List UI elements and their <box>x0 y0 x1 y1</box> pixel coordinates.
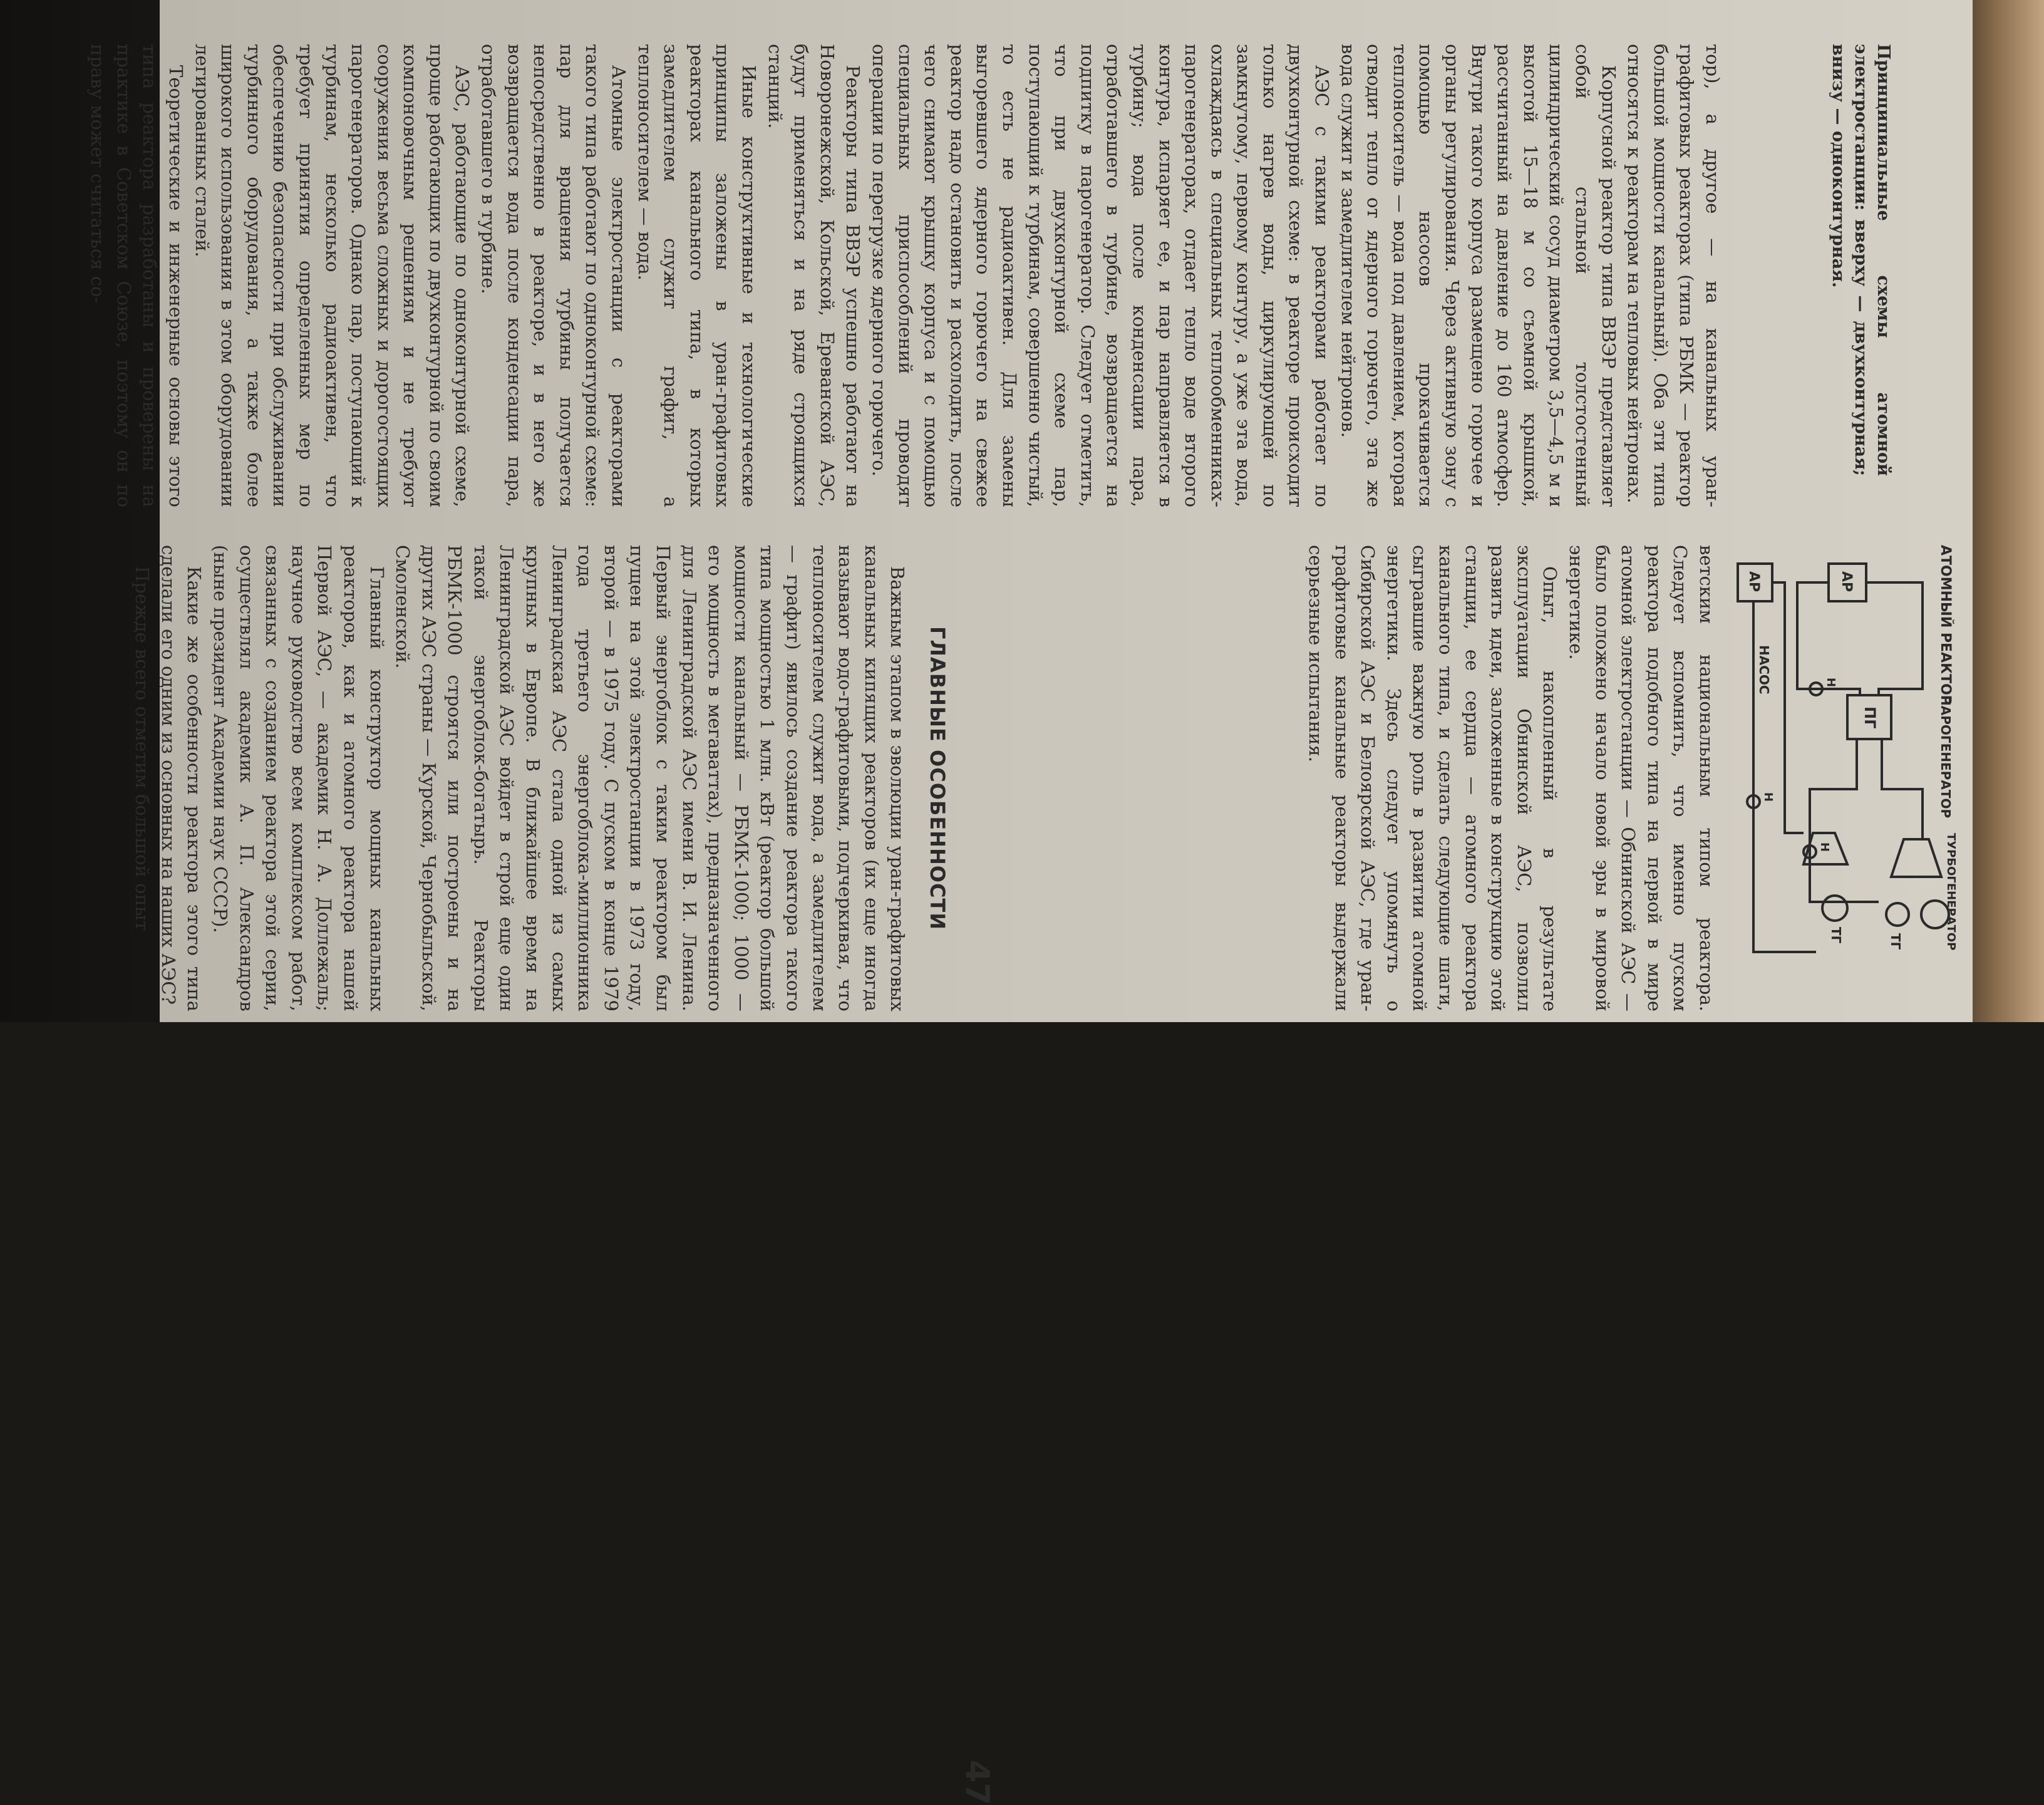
paragraph: Важным этапом в эволюции уран-графитовых канальных кипящих реакторов (их еще иногда называют водо-графитовыми, подчеркивая, что теплоносителем служит вода, а замедлителем — графит) явилось создание реактора такого типа мощностью 1 млн. кВт (реактор большой мощности канальный — РБМК-1000; 1000 — его мощность в мегаваттах), предназначенного для Ленинградской АЭС имени В. И. Ленина. Первый энергоблок с таким реактором был пущен на этой электростанции в 1973 году, второй — в 1975 году. С пуском в конце 1979 года третьего энергоблока-миллионника Ленинградская АЭС стала одной из самых крупных в Европе. В ближайшее время на Ленинградской АЭС войдет в строй еще один такой энергоблок-богатырь. Реакторы РБМК-1000 строятся или построены и на других АЭС страны — Курской, Чернобыльской, Смоленской. <box>392 545 909 1011</box>
paragraph: Атомные электростанции с реакторами такого типа работают по одноконтурной схеме: пар для вращения турбины получается непосредственно в реакторе, и в него же возвращается вода после конденсации пара, отработавшего в турбине. <box>478 44 630 507</box>
label-tg-lower: ТГ <box>1829 927 1844 944</box>
paragraph: АЭС с такими реакторами работает по двухконтурной схеме: в реакторе происходит только нагрев воды, циркулирующей по замкнутому, первому контуру, а уже эта вода, охлаждаясь в специальных теплообменниках-парогенераторах, отдает тепло воде второго контура, испаряет ее, и пар направляется в турбину; вода после конденсации пара, отработавшего в турбине, возвращается на подпитку в парогенератор. Следует отметить, что при двухконтурной схеме пар, поступающий к турбинам, совершенно чистый, то есть не радиоактивен. Для замены выгоревшего ядерного горючего на свежее реактор надо остановить и расхолодить, после чего снимают крышку корпуса и с помощью специальных приспособлений проводят операции по перегрузке ядерного горючего. <box>869 44 1333 507</box>
paragraph: Главный конструктор мощных канальных реакторов, как и атомного реактора нашей Первой АЭС, — академик Н. А. Доллежаль; научное руководство всем комплексом работ, связанных с созданием реактора этой серии, осуществлял академик А. П. Александров (ныне президент Академии наук СССР). <box>209 545 388 1011</box>
paragraph: Прежде всего отметим большой опыт <box>132 566 153 931</box>
label-ar-upper: АР <box>1839 571 1854 592</box>
figure-caption: Принципиальные схемы атомной электростанции: вверху — двухконтурная; внизу — одноконтурная. <box>1829 44 1893 476</box>
label-turbogenerator: ТУРБОГЕНЕРАТОР <box>1944 833 1958 951</box>
section-heading: ГЛАВНЫЕ ОСОБЕННОСТИ <box>926 626 949 931</box>
label-pg: ПГ <box>1861 706 1879 729</box>
page-number: 47 <box>958 1760 996 1805</box>
label-n-2: Н <box>1818 842 1831 852</box>
text-column-1 <box>85 44 1725 507</box>
text-column-3 <box>129 545 968 1011</box>
paragraph: Какие же особенности реактора этого типа сделали его одним из основных на наших АЭС? <box>157 545 205 1011</box>
text-column-2 <box>1303 545 1720 1011</box>
label-reactor: АТОМНЫЙ РЕАКТОР <box>1938 545 1953 705</box>
paragraph: тор), а другое — на канальных уран-графитовых реакторах (типа РБМК — реактор большой мощности канальный). Оба эти типа относятся к реакторам на тепловых нейтронах. <box>1624 44 1723 507</box>
schematic-diagrams <box>1728 539 1960 1015</box>
label-n-1: Н <box>1824 678 1837 688</box>
paragraph: Иные конструктивные и технологические принципы заложены в уран-графитовых реакторах канального типа, в которых замедлителем служит графит, а теплоносителем — вода. <box>634 44 760 507</box>
background-table-edge <box>1966 0 2044 1022</box>
paragraph: ветским национальным типом реактора. Следует вспомнить, что именно пуском реактора подобного типа на первой в мире атомной электростанции — Обнинской АЭС — было положено начало новой эры в мировой энергетике. <box>1566 545 1717 1011</box>
paragraph: АЭС, работающие по одноконтурной схеме, проще работающих по двухконтурной по своим компоновочным решениям и не требуют сооружения весьма сложных и дорогостоящих парогенераторов. Однако пар, поступающий к турбинам, несколько радиоактивен, что требует принятия определенных мер по обеспечению безопасности при обслуживании турбинного оборудования, а также более широкого использования в этом оборудовании легированных сталей. <box>191 44 473 507</box>
paragraph: Опыт, накопленный в результате эксплуатации Обнинской АЭС, позволил развить идеи, заложенные в конструкцию этой станции, ее сердца — атомного реактора канального типа, и сделать следующие шаги, сыгравшие важную роль в развитии атомной энергетики. Здесь следует упомянуть о Сибирской АЭС и Белоярской АЭС, где уран-графитовые канальные реакторы выдержали серьезные испытания. <box>1305 545 1561 1011</box>
paragraph: Теоретические и инженерные основы этого типа реактора разработаны и проверены на практике в Советском Союзе, поэтому он по праву может считаться со- <box>87 44 187 507</box>
paragraph: Корпусной реактор типа ВВЭР представляет собой стальной толстостенный цилиндрический сосуд диаметром 3,5—4,5 м и высотой 15—18 м со съемной крышкой, рассчитанный на давление до 160 атмосфер. Внутри такого корпуса размещено горючее и органы регулирования. Через активную зону с помощью насосов прокачивается теплоноситель — вода под давлением, которая отводит тепло от ядерного горючего, эта же вода служит и замедлителем нейтронов. <box>1337 44 1619 507</box>
npp-schematic-figure <box>1728 539 1960 1015</box>
label-steam-generator: ПАРОГЕНЕРАТОР <box>1938 695 1953 819</box>
label-pump: НАСОС <box>1757 645 1772 695</box>
paragraph: Реакторы типа ВВЭР успешно работают на Новоронежской, Кольской, Ереванской АЭС, будут применяться и на ряде строящихся станций. <box>764 44 864 507</box>
condenser-upper <box>1886 903 1909 926</box>
turbine-upper <box>1891 839 1941 877</box>
label-tg-upper: ТГ <box>1888 933 1903 950</box>
generator-lower <box>1822 896 1847 921</box>
label-n-3: Н <box>1762 792 1775 802</box>
book-page <box>87 0 1973 1805</box>
label-ar-lower: АР <box>1746 571 1762 592</box>
